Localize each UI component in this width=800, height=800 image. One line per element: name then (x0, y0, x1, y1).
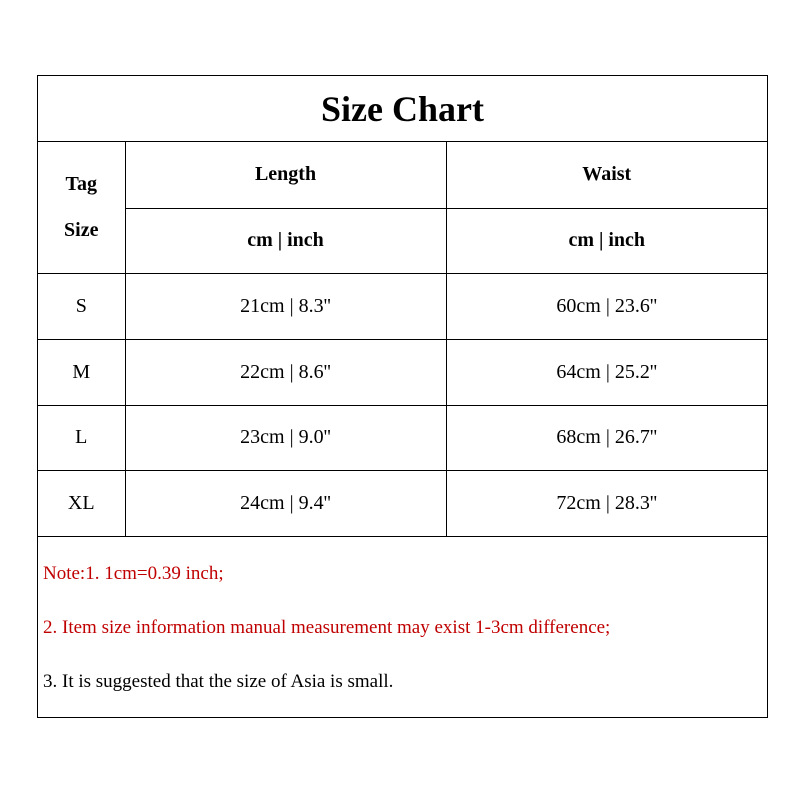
waist-cell: 68cm | 26.7'' (446, 405, 767, 470)
table-row (38, 273, 767, 339)
length-cell: 22cm | 8.6'' (125, 339, 446, 405)
waist-cell: 72cm | 28.3'' (446, 470, 767, 536)
length-cell: 21cm | 8.3'' (125, 273, 446, 339)
waist-cell: 60cm | 23.6'' (446, 273, 767, 339)
table-row (38, 470, 767, 536)
table-row (38, 339, 767, 405)
length-cell: 23cm | 9.0'' (125, 405, 446, 470)
note-1: Note:1. 1cm=0.39 inch; (43, 563, 224, 584)
header-row (38, 141, 767, 208)
size-label: Size (64, 218, 99, 241)
unit-row (38, 208, 767, 273)
size-table (38, 141, 767, 537)
size-chart (37, 75, 768, 718)
tag-size-header (38, 141, 125, 273)
size-cell: S (38, 273, 125, 339)
tag-label: Tag (65, 172, 97, 195)
note-2: 2. Item size information manual measurement may exist 1-3cm difference; (43, 617, 611, 638)
length-unit-header: cm | inch (125, 208, 446, 273)
chart-title: Size Chart (38, 76, 767, 142)
table-row (38, 405, 767, 470)
note-3: 3. It is suggested that the size of Asia is small. (43, 671, 394, 692)
waist-cell: 64cm | 25.2'' (446, 339, 767, 405)
waist-unit-header: cm | inch (446, 208, 767, 273)
size-cell: L (38, 405, 125, 470)
length-header: Length (125, 141, 446, 208)
notes-section (38, 537, 767, 717)
size-cell: XL (38, 470, 125, 536)
size-cell: M (38, 339, 125, 405)
waist-header: Waist (446, 141, 767, 208)
length-cell: 24cm | 9.4'' (125, 470, 446, 536)
